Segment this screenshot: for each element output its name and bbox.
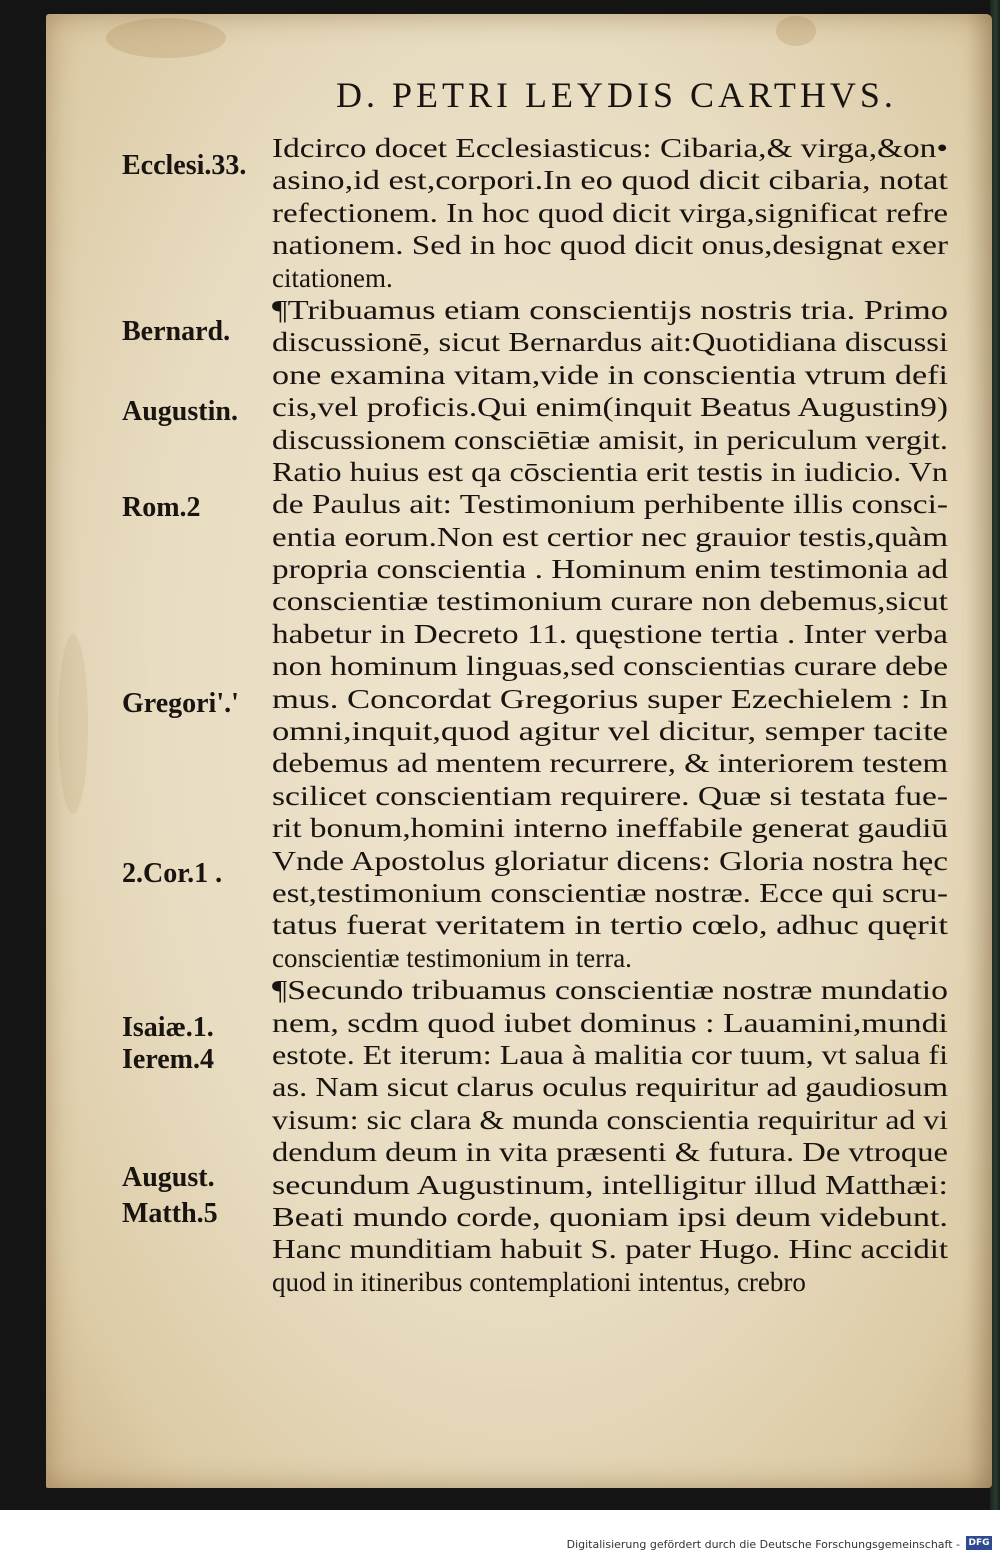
text-line: asino,id est,corpori.In eo quod dicit cibaria, notat [272,165,948,196]
margin-note: Rom.2 [122,492,201,523]
text-line: rit bonum,homini interno ineffabile generat gaudiū [272,813,948,844]
text-line: habetur in Decreto 11. quęstione tertia . Inter verba [272,618,948,649]
text-line: Beati mundo corde, quoniam ipsi deum videbunt. [272,1201,948,1232]
running-head: D. PETRI LEYDIS CARTHVS. [336,75,897,115]
dfg-logo: DFG [966,1536,992,1550]
margin-note: Ierem.4 [122,1044,214,1075]
foxing-stain [58,634,88,814]
text-line: discussionem consciētiæ amisit, in periculum vergit. [272,424,948,455]
foxing-stain [106,18,226,58]
text-line: refectionem. In hoc quod dicit virga,significat refre [272,197,948,228]
text-line: scilicet conscientiam requirere. Quæ si testata fue- [272,780,948,811]
text-line: Ratio huius est qa cōscientia erit testis in iudicio. Vn [272,456,948,487]
text-line: omni,inquit,quod agitur vel dicitur, semper tacite [272,716,948,747]
margin-note: August. [122,1162,215,1193]
text-line: tatus fuerat veritatem in tertio cœlo, adhuc quęrit [272,910,948,941]
text-line: Vnde Apostolus gloriatur dicens: Gloria nostra hęc [272,845,948,876]
text-line: quod in itineribus contemplationi intentus, crebro [272,1266,806,1297]
text-line: mus. Concordat Gregorius super Ezechielem : In [272,683,948,714]
text-line: one examina vitam,vide in conscientia vtrum defi [272,359,948,390]
text-line: ¶Tribuamus etiam conscientijs nostris tria. Primo [272,294,948,325]
text-line: Idcirco docet Ecclesiasticus: Cibaria,& virga,&on• [272,133,948,163]
margin-note: Isaiæ.1. [122,1012,214,1043]
body-text-column [272,132,948,1298]
text-line: secundum Augustinum, intelligitur illud Matthæi: [272,1169,948,1200]
page-edge-shadow [966,14,992,1488]
text-line: de Paulus ait: Testimonium perhibente illis consci- [272,489,948,520]
text-line: Hanc munditiam habuit S. pater Hugo. Hinc accidit [272,1234,948,1265]
text-line: citationem. [272,262,393,293]
text-line: entia eorum.Non est certior nec grauior testis,quàm [272,521,948,552]
text-line: visum: sic clara & munda conscientia requiritur ad vi [272,1104,948,1135]
text-line: est,testimonium conscientiæ nostræ. Ecce qui scru- [272,877,948,908]
text-line: nationem. Sed in hoc quod dicit onus,designat exer [272,230,948,261]
digitization-credit: Digitalisierung gefördert durch die Deutsche Forschungsgemeinschaft - [566,1538,960,1551]
margin-note: Augustin. [122,396,238,427]
margin-note: Ecclesi.33. [122,150,247,181]
margin-note: Bernard. [122,316,231,347]
text-line: cis,vel proficis.Qui enim(inquit Beatus Augustin9) [272,392,948,423]
text-line: discussionē, sicut Bernardus ait:Quotidiana discussi [272,327,948,358]
margin-note: Matth.5 [122,1198,218,1229]
text-line: non hominum linguas,sed conscientias curare debe [272,651,948,682]
text-line: propria conscientia . Hominum enim testimonia ad [272,554,948,585]
margin-note: 2.Cor.1 . [122,858,223,889]
foxing-stain [776,16,816,46]
text-line: ¶Secundo tribuamus conscientiæ nostræ mundatio [272,975,948,1006]
text-line: conscientiæ testimonium curare non debemus,sicut [272,586,948,617]
margin-note: Gregori'.' [122,688,239,719]
text-line: dendum deum in vita præsenti & futura. De vtroque [272,1137,948,1168]
text-line: estote. Et iterum: Laua à malitia cor tuum, vt salua fi [272,1039,948,1070]
text-line: nem, scdm quod iubet dominus : Lauamini,mundi [272,1007,948,1038]
text-line: conscientiæ testimonium in terra. [272,942,632,973]
text-line: as. Nam sicut clarus oculus requiritur ad gaudiosum [272,1072,948,1103]
text-line: debemus ad mentem recurrere, & interiorem testem [272,748,948,779]
